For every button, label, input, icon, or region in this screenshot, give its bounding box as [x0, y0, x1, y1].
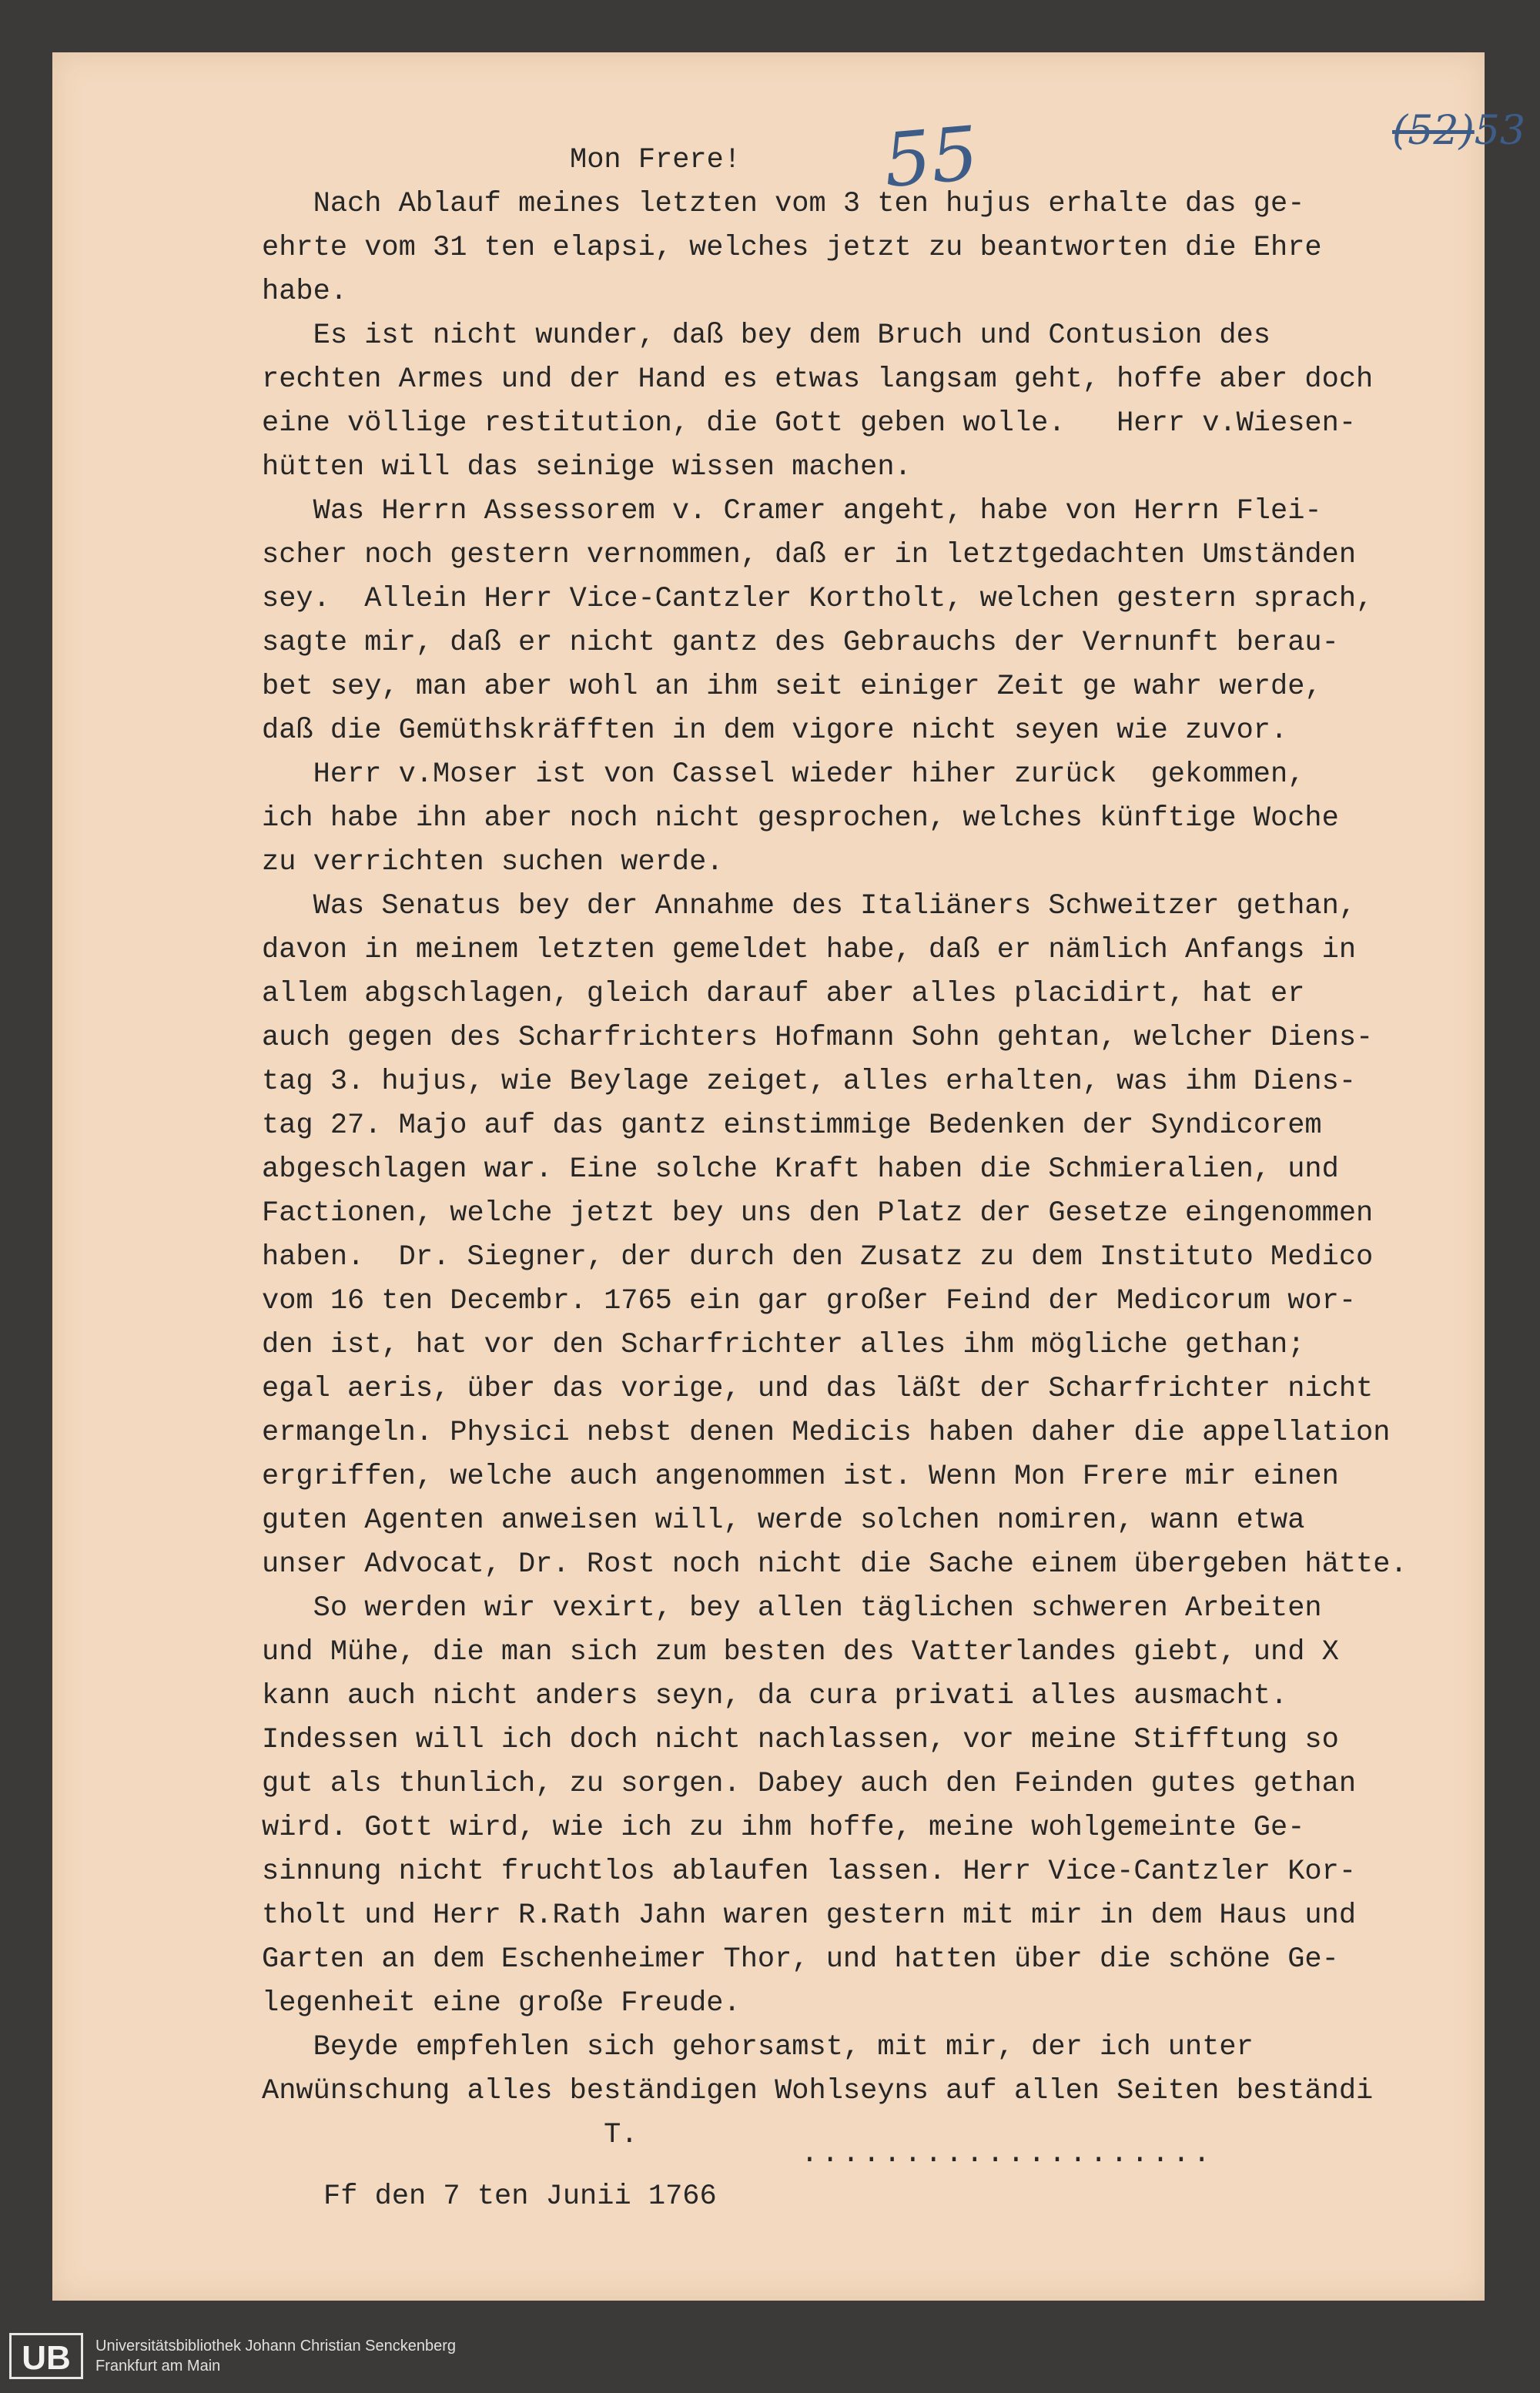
letter-line: davon in meinem letzten gemeldet habe, daß er nämlich Anfangs in	[262, 934, 1357, 966]
letter-line: eine völlige restitution, die Gott geben wolle. Herr v.Wiesen-	[262, 407, 1357, 440]
letter-line: kann auch nicht anders seyn, da cura privati alles ausmacht.	[262, 1680, 1288, 1712]
letter-line: rechten Armes und der Hand es etwas langsam geht, hoffe aber doch	[262, 363, 1374, 396]
letter-lines	[262, 182, 1478, 2157]
footer-bar	[0, 2310, 1540, 2393]
letter-line: egal aeris, über das vorige, und das läßt der Scharfrichter nicht	[262, 1373, 1374, 1405]
letter-line: Was Senatus bey der Annahme des Italiäners Schweitzer gethan,	[262, 890, 1357, 922]
page-number: 55	[880, 109, 982, 205]
letter-line: sey. Allein Herr Vice-Cantzler Kortholt, welchen gestern sprach,	[262, 583, 1374, 615]
letter-line: habe.	[262, 276, 348, 308]
letter-line: ich habe ihn aber noch nicht gesprochen, welches künftige Woche	[262, 802, 1339, 835]
letter-line: legenheit eine große Freude.	[262, 1987, 741, 2020]
letter-line: den ist, hat vor den Scharfrichter alles ihm mögliche gethan;	[262, 1329, 1305, 1361]
letter-line: zu verrichten suchen werde.	[262, 846, 724, 879]
letter-line: sinnung nicht fruchtlos ablaufen lassen. Herr Vice-Cantzler Kor-	[262, 1856, 1357, 1888]
dateline: Ff den 7 ten Junii 1766	[323, 2180, 717, 2213]
letter-line: Anwünschung alles beständigen Wohlseyns auf allen Seiten beständi	[262, 2075, 1374, 2107]
letter-line: gut als thunlich, zu sorgen. Dabey auch den Feinden gutes gethan	[262, 1768, 1357, 1800]
letter-line: ermangeln. Physici nebst denen Medicis haben daher die appellation	[262, 1417, 1391, 1449]
archive-number-alt: 53	[1474, 108, 1525, 154]
letter-line: Indessen will ich doch nicht nachlassen, vor meine Stifftung so	[262, 1724, 1339, 1756]
letter-line: tag 27. Majo auf das gantz einstimmige Bedenken der Syndicorem	[262, 1109, 1322, 1142]
letter-line: abgeschlagen war. Eine solche Kraft haben die Schmieralien, und	[262, 1153, 1339, 1186]
letter-line: tag 3. hujus, wie Beylage zeiget, alles erhalten, was ihm Diens-	[262, 1066, 1357, 1098]
letter-line: guten Agenten anweisen will, werde solchen nomiren, wann etwa	[262, 1504, 1305, 1537]
library-name-line1: Universitätsbibliothek Johann Christian Senckenberg	[95, 2338, 457, 2355]
letter-line: vom 16 ten Decembr. 1765 ein gar großer Feind der Medicorum wor-	[262, 1285, 1357, 1317]
letter-line: Nach Ablauf meines letzten vom 3 ten hujus erhalte das ge-	[262, 188, 1305, 220]
letter-line: und Mühe, die man sich zum besten des Vatterlandes giebt, und X	[262, 1636, 1339, 1668]
letter-line: Factionen, welche jetzt bey uns den Platz der Gesetze eingenommen	[262, 1197, 1374, 1230]
library-name-line2: Frankfurt am Main	[95, 2358, 221, 2375]
letter-line: wird. Gott wird, wie ich zu ihm hoffe, meine wohlgemeinte Ge-	[262, 1812, 1305, 1844]
signature-dots: ....................	[801, 2137, 1214, 2170]
letter-line: So werden wir vexirt, bey allen täglichen schweren Arbeiten	[262, 1592, 1322, 1625]
letter-line: tholt und Herr R.Rath Jahn waren gestern mit mir in dem Haus und	[262, 1899, 1357, 1932]
letter-line: Es ist nicht wunder, daß bey dem Bruch und Contusion des	[262, 320, 1271, 352]
letter-line: Beyde empfehlen sich gehorsamst, mit mir, der ich unter	[262, 2031, 1254, 2063]
letter-line: Garten an dem Eschenheimer Thor, und hatten über die schöne Ge-	[262, 1943, 1339, 1976]
archive-number-struck: (52)	[1392, 108, 1475, 154]
letter-line: ehrte vom 31 ten elapsi, welches jetzt zu beantworten die Ehre	[262, 232, 1322, 264]
library-logo: UB	[9, 2333, 83, 2379]
letter-line: ergriffen, welche auch angenommen ist. Wenn Mon Frere mir einen	[262, 1461, 1339, 1493]
letter-line: Herr v.Moser ist von Cassel wieder hiher zurück gekommen,	[262, 758, 1305, 791]
letter-line: daß die Gemüthskräfften in dem vigore nicht seyen wie zuvor.	[262, 715, 1288, 747]
letter-line: allem abgschlagen, gleich darauf aber alles placidirt, hat er	[262, 978, 1305, 1010]
letter-line: unser Advocat, Dr. Rost noch nicht die Sache einem übergeben hätte.	[262, 1548, 1408, 1581]
salutation: Mon Frere!	[570, 144, 742, 176]
letter-line: haben. Dr. Siegner, der durch den Zusatz zu dem Instituto Medico	[262, 1241, 1374, 1273]
letter-line: Was Herrn Assessorem v. Cramer angeht, habe von Herrn Flei-	[262, 495, 1322, 527]
letter-line: sagte mir, daß er nicht gantz des Gebrauchs der Vernunft berau-	[262, 627, 1339, 659]
letter-line: scher noch gestern vernommen, daß er in letztgedachten Umständen	[262, 539, 1357, 571]
library-name	[95, 2336, 456, 2376]
letter-line: bet sey, man aber wohl an ihm seit einiger Zeit ge wahr werde,	[262, 671, 1322, 703]
letter-line: T.	[262, 2119, 638, 2151]
letter-line: auch gegen des Scharfrichters Hofmann Sohn gehtan, welcher Diens-	[262, 1022, 1374, 1054]
letter-body	[262, 139, 1478, 2157]
letter-line: hütten will das seinige wissen machen.	[262, 451, 912, 484]
